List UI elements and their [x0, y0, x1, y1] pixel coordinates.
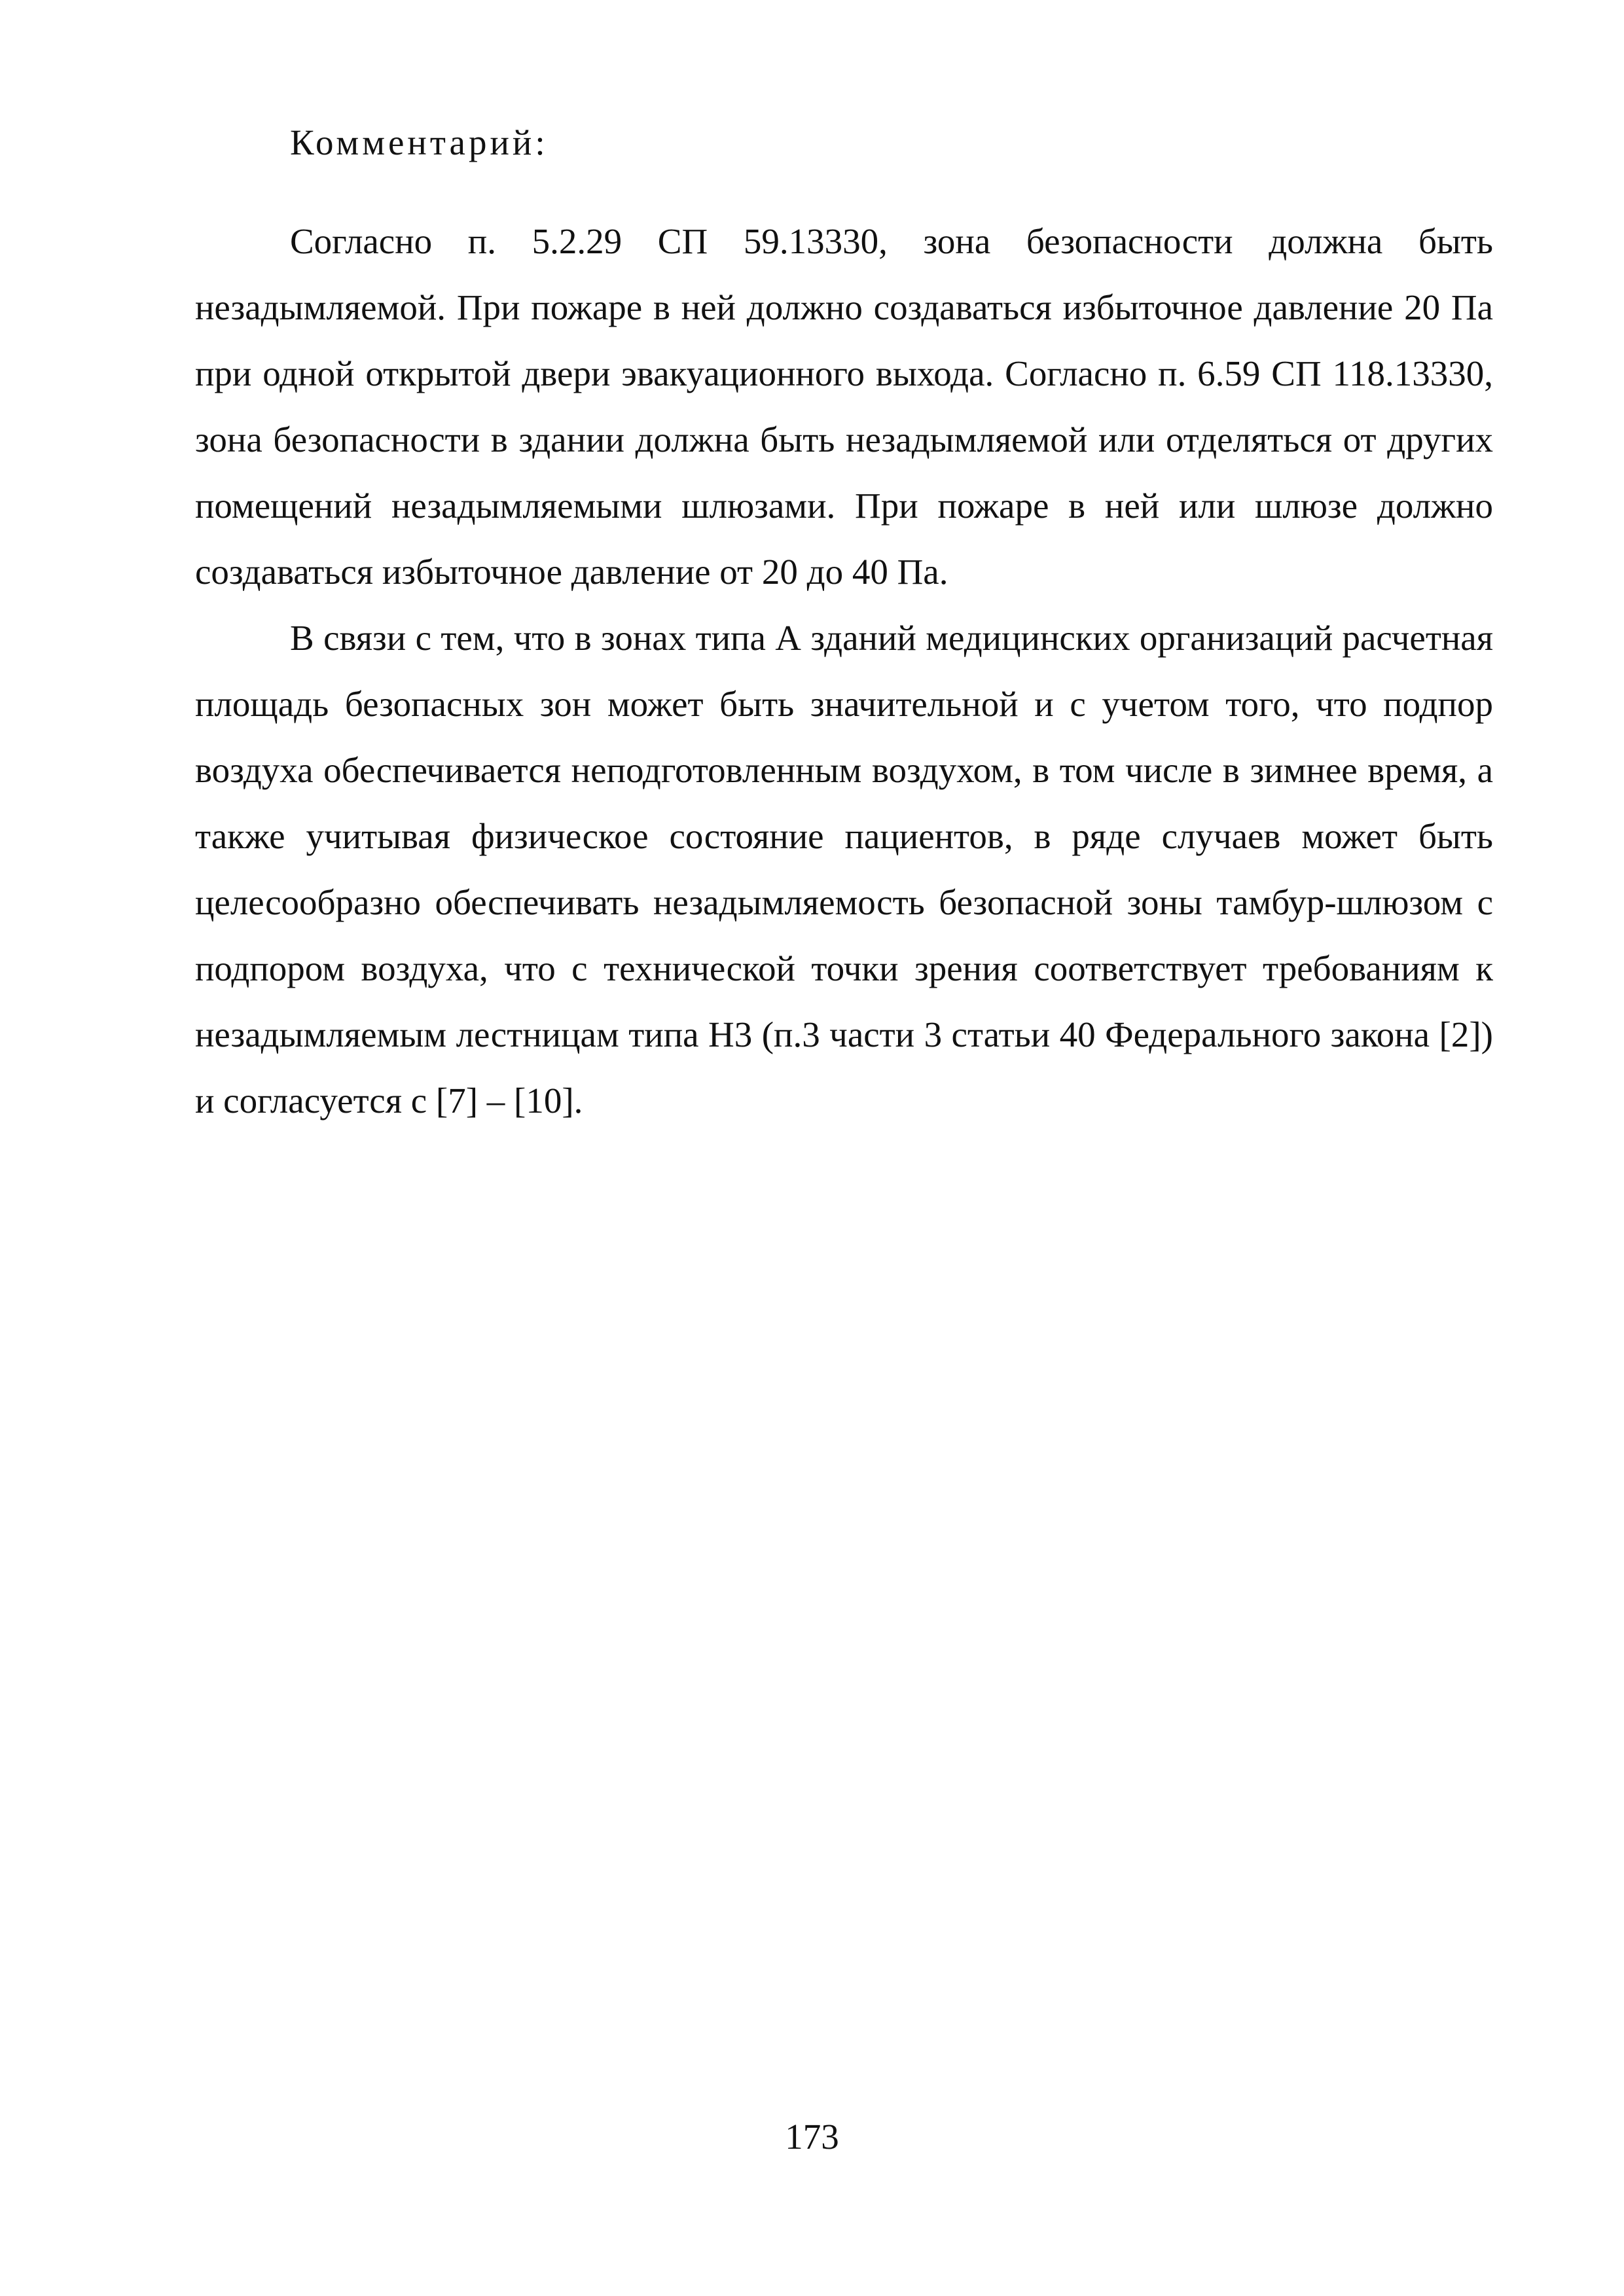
paragraph-1: Согласно п. 5.2.29 СП 59.13330, зона безопасности должна быть незадымляемой. При пожаре в ней должно создаваться избыточное давление 20 Па при одной открытой двери эвакуационного выхода. Согласно п. 6.59 СП 118.13330, зона безопасности в здании должна быть незадымляемой или отделяться от других помещений незадымляемыми шлюзами. При пожаре в ней или шлюзе должно создаваться избыточное давление от 20 до 40 Па. — [195, 221, 1493, 592]
document-body — [195, 208, 1493, 1134]
paragraph-2: В связи с тем, что в зонах типа А зданий медицинских организаций расчетная площадь безопасных зон может быть значительной и с учетом того, что подпор воздуха обеспечивается неподготовленным воздухом, в том числе в зимнее время, а также учитывая физическое состояние пациентов, в ряде случаев может быть целесообразно обеспечивать незадымляемость безопасной зоны тамбур-шлюзом с подпором воздуха, что с технической точки зрения соответствует требованиям к незадымляемым лестницам типа Н3 (п.3 части 3 статьи 40 Федерального закона [2]) и согласуется с [7] – [10]. — [195, 618, 1493, 1121]
page-number: 173 — [785, 2117, 839, 2157]
comment-heading: Комментарий: — [290, 122, 549, 162]
